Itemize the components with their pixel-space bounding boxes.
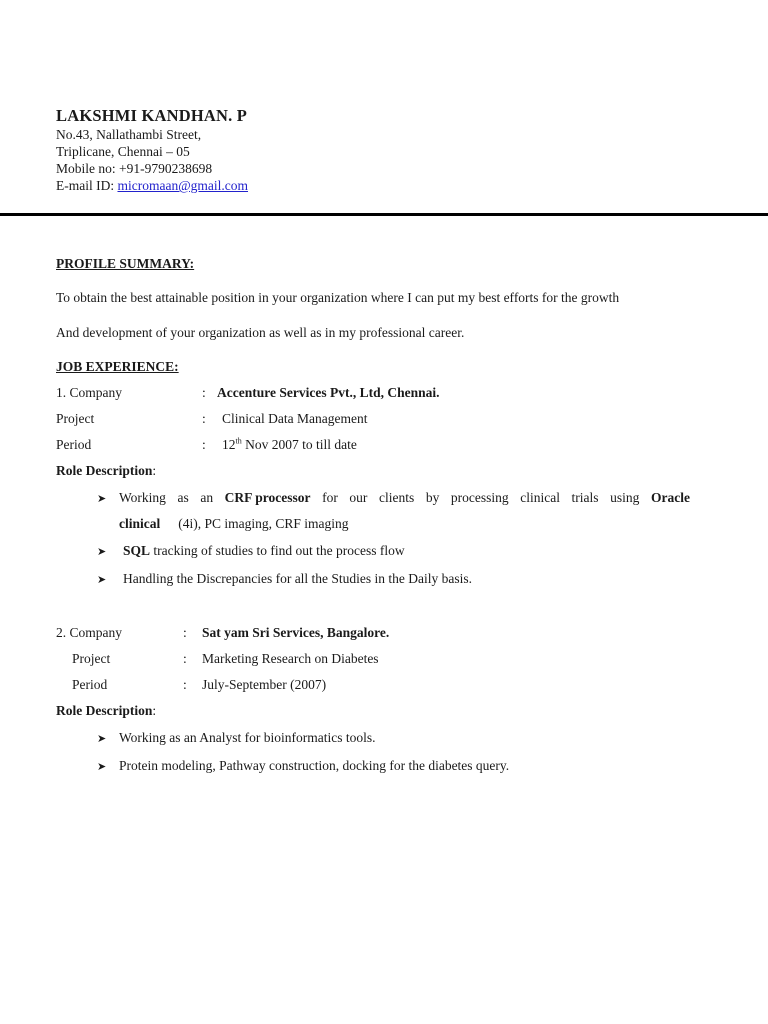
job1-bullet-1-word: as: [177, 490, 189, 505]
job1-period-label: Period: [56, 437, 92, 452]
job2-role-label: Role Description: [56, 703, 153, 718]
job2-period-label: Period: [72, 677, 108, 692]
job1-role-colon: :: [152, 463, 157, 478]
job1-period-rest: Nov 2007 to till date: [241, 437, 357, 452]
job1-bullet-2: [123, 543, 405, 559]
job1-bullet-2-rest: tracking of studies to find out the process flow: [150, 543, 405, 558]
arrow-bullet-icon: ➤: [97, 546, 107, 558]
job1-period: [222, 437, 357, 453]
job1-bullet-1-word: CRF processor: [224, 490, 311, 505]
job1-company-colon: :: [202, 385, 206, 400]
job1-bullet-2-bold: SQL: [123, 543, 151, 558]
job1-role-description: [56, 463, 156, 479]
job1-role-label: Role Description: [56, 463, 153, 478]
job-experience-heading: JOB EXPERIENCE:: [56, 359, 179, 374]
job2-company-colon: :: [183, 625, 187, 640]
job1-project: Clinical Data Management: [222, 411, 368, 426]
job1-period-colon: :: [202, 437, 206, 452]
arrow-bullet-icon: ➤: [97, 761, 107, 773]
profile-summary-line-2: And development of your organization as well as in my professional career.: [56, 325, 465, 340]
job1-bullet-1-word: trials: [571, 490, 599, 505]
job1-bullet-1-word: Working: [119, 490, 166, 505]
job1-bullet-1: [119, 490, 690, 506]
job2-company-label: 2. Company: [56, 625, 122, 640]
address-line-1: No.43, Nallathambi Street,: [56, 127, 202, 142]
job1-project-colon: :: [202, 411, 206, 426]
job2-bullet-2: Protein modeling, Pathway construction, docking for the diabetes query.: [119, 758, 510, 773]
address-line-2: Triplicane, Chennai – 05: [56, 144, 190, 159]
job1-bullet-1-word: our: [349, 490, 368, 505]
job1-bullet-3: Handling the Discrepancies for all the Studies in the Daily basis.: [123, 571, 473, 586]
arrow-bullet-icon: ➤: [97, 493, 107, 505]
job2-role-colon: :: [152, 703, 157, 718]
job1-bullet-1-word: an: [200, 490, 214, 505]
job2-period: July-September (2007): [202, 677, 327, 692]
header-divider: [0, 213, 768, 216]
job1-bullet-1-word: using: [610, 490, 640, 505]
candidate-name: LAKSHMI KANDHAN. P: [56, 106, 248, 125]
job2-bullet-1: Working as an Analyst for bioinformatics tools.: [119, 730, 376, 745]
job2-period-colon: :: [183, 677, 187, 692]
job1-company: Accenture Services Pvt., Ltd, Chennai.: [217, 385, 440, 400]
job1-bullet-1-word: by: [425, 490, 440, 505]
email-label: E-mail ID:: [56, 178, 118, 193]
job1-bullet-1-cont-rest: (4i), PC imaging, CRF imaging: [178, 516, 349, 531]
email-link[interactable]: micromaan@gmail.com: [117, 178, 249, 193]
job2-role-description: [56, 703, 156, 719]
mobile-number: Mobile no: +91-9790238698: [56, 161, 213, 176]
job1-bullet-1-word: processing: [450, 490, 509, 505]
job1-bullet-1-word: clients: [379, 490, 415, 505]
job1-bullet-1-word: for: [322, 490, 338, 505]
job1-company-label: 1. Company: [56, 385, 122, 400]
job1-bullet-1-cont: [119, 516, 349, 532]
job1-bullet-1-cont-bold: clinical: [119, 516, 161, 531]
job2-project: Marketing Research on Diabetes: [202, 651, 379, 666]
job2-project-label: Project: [72, 651, 111, 666]
profile-summary-line-1: To obtain the best attainable position in your organization where I can put my best efforts for the growth: [56, 290, 620, 305]
job2-project-colon: :: [183, 651, 187, 666]
arrow-bullet-icon: ➤: [97, 574, 107, 586]
job1-project-label: Project: [56, 411, 95, 426]
job1-period-sup: th: [235, 436, 242, 446]
job1-bullet-1-word: clinical: [520, 490, 560, 505]
job2-company: Sat yam Sri Services, Bangalore.: [202, 625, 390, 640]
email-row: [56, 177, 248, 194]
job1-period-day: 12: [222, 437, 236, 452]
job1-bullet-1-word: Oracle: [650, 490, 690, 505]
profile-summary-heading: PROFILE SUMMARY:: [56, 256, 195, 271]
arrow-bullet-icon: ➤: [97, 733, 107, 745]
